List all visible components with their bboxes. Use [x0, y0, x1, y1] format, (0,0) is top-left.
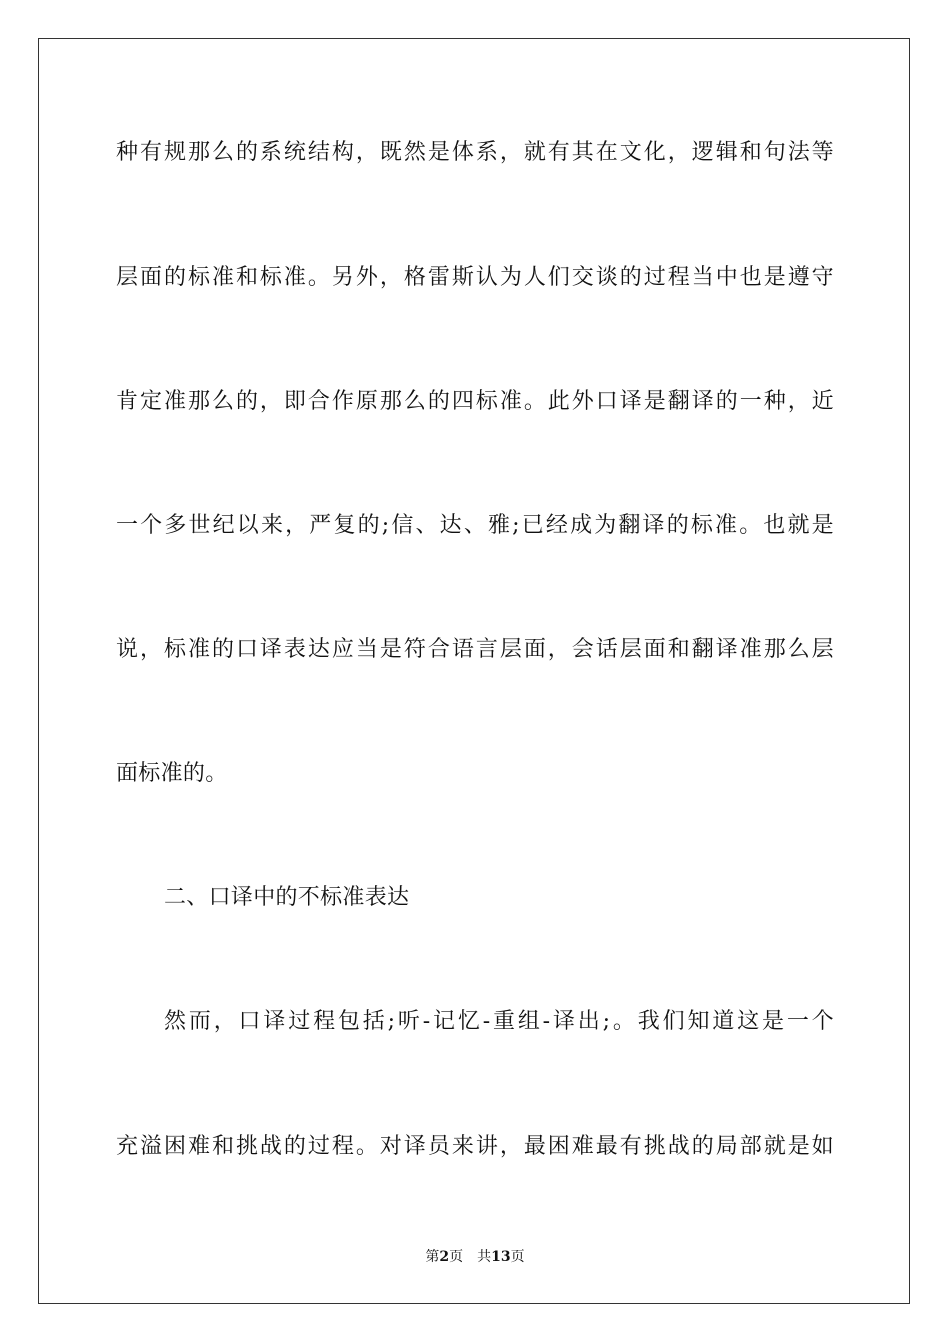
footer-current-page: 2 [439, 1249, 450, 1265]
page-footer [0, 1248, 950, 1266]
footer-total-prefix: 共 [477, 1249, 492, 1265]
para2-line-2: 充溢困难和挑战的过程。对译员来讲，最困难最有挑战的局部就是如 [116, 1134, 834, 1159]
footer-total-pages: 13 [491, 1249, 511, 1265]
body-line-5: 说，标准的口译表达应当是符合语言层面，会话层面和翻译准那么层 [116, 637, 834, 662]
para2-line-1: 然而，口译过程包括;听-记忆-重组-译出;。我们知道这是一个 [164, 1009, 834, 1034]
section-heading: 二、口译中的不标准表达 [164, 885, 410, 910]
footer-total-unit: 页 [510, 1249, 525, 1265]
body-line-3: 肯定准那么的，即合作原那么的四标准。此外口译是翻译的一种，近 [116, 389, 834, 414]
footer-prefix: 第 [425, 1249, 440, 1265]
footer-page-unit: 页 [449, 1249, 464, 1265]
page-border [38, 38, 910, 1304]
body-line-4: 一个多世纪以来，严复的;信、达、雅;已经成为翻译的标准。也就是 [116, 513, 834, 538]
body-line-2: 层面的标准和标准。另外，格雷斯认为人们交谈的过程当中也是遵守 [116, 265, 834, 290]
body-line-6: 面标准的。 [116, 761, 228, 786]
body-line-1: 种有规那么的系统结构，既然是体系，就有其在文化，逻辑和句法等 [116, 140, 834, 165]
